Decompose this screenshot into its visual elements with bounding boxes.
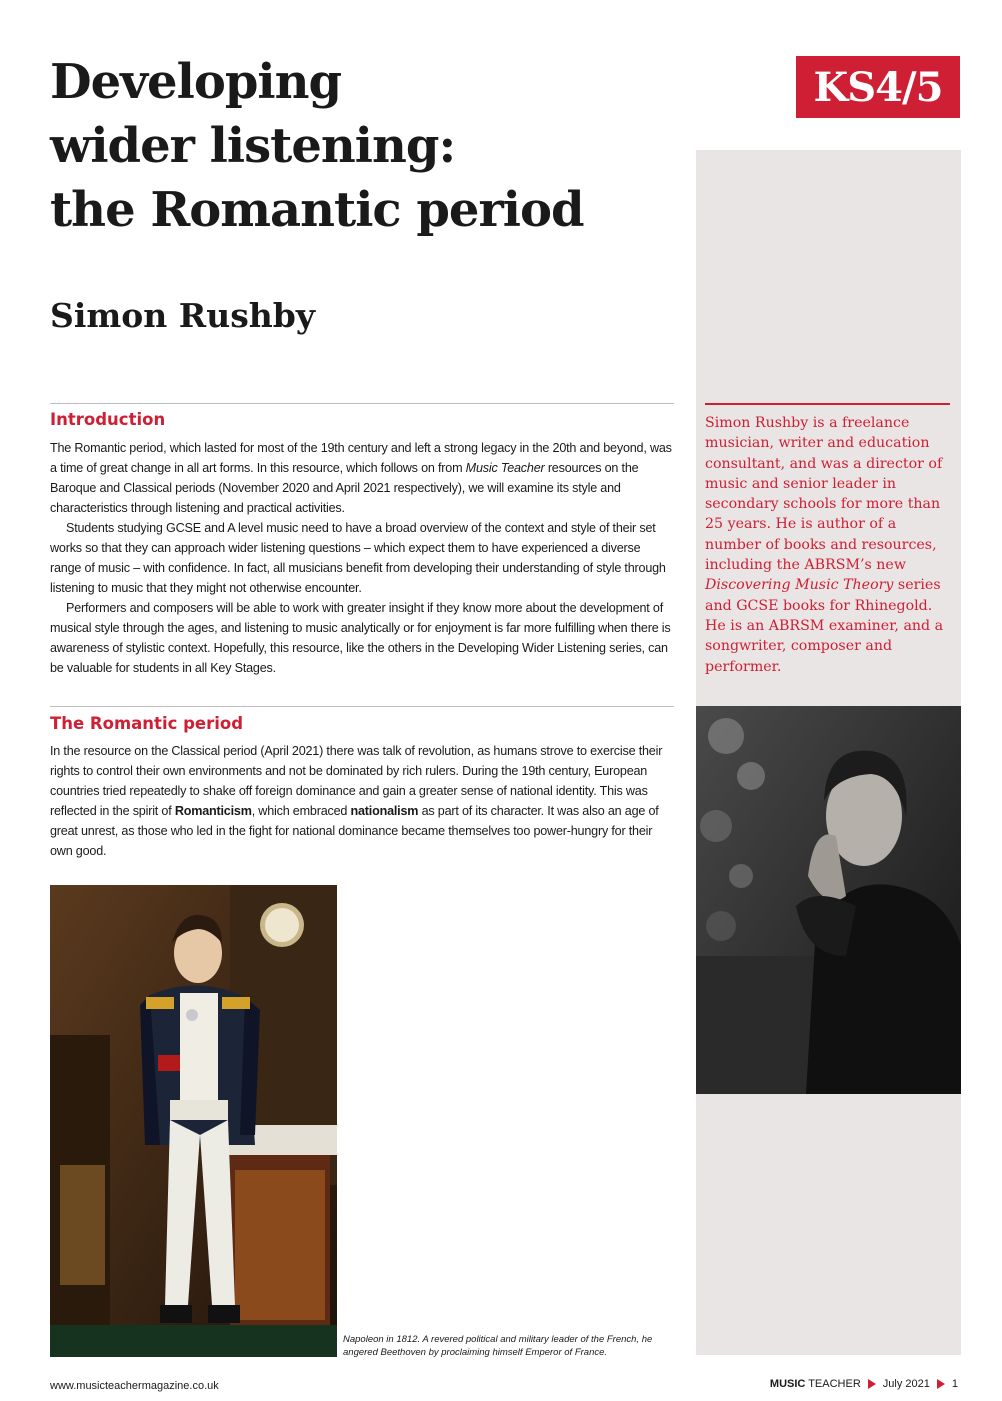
romantic-p1-text-c: as part of its character. It was also an age of great unrest, as those who led in the fight for national dominance became themselves too power-hungry for their own good. <box>50 804 659 858</box>
image-caption: Napoleon in 1812. A revered political and military leader of the French, he angered Beethoven by proclaiming himself Emperor of France. <box>343 1334 653 1358</box>
romantic-body <box>50 741 674 861</box>
intro-p1-text-a: The Romantic period, which lasted for most of the 19th century and left a strong legacy in the 20th and beyond, was a time of great change in all art forms. In this resource, which follows on from <box>50 441 672 475</box>
footer-page-number: 1 <box>951 1378 958 1390</box>
intro-p1-text-b: resources on the Baroque and Classical periods (November 2020 and April 2021 respectively), we will examine its style and characteristics through listening and practical activities. <box>50 461 639 515</box>
title-line-3: the Romantic period <box>50 182 584 238</box>
romantic-p1-bold-1: Romanticism <box>174 804 252 818</box>
intro-paragraph-2: Students studying GCSE and A level music need to have a broad overview of the context and style of their set works so that they can approach wider listening questions – which expect them to have experienced a diverse range of music – with confidence. In fact, all musicians benefit from developing their understanding of style through listening to music that they might not otherwise encounter. <box>50 521 666 595</box>
intro-paragraph-1 <box>50 438 674 518</box>
romantic-paragraph-1 <box>50 741 674 861</box>
bio-text-2: series and GCSE books for Rhinegold. He is an ABRSM examiner, and a songwriter, composer and performer. <box>705 577 944 675</box>
key-stage-badge: KS4/5 <box>796 56 960 118</box>
intro-heading: Introduction <box>50 410 166 429</box>
intro-p1-italic: Music Teacher <box>465 461 545 475</box>
romantic-p1-text-b: , which embraced <box>251 804 351 818</box>
composer-portrait-photo <box>696 706 961 1094</box>
page-title <box>50 50 690 242</box>
romantic-heading: The Romantic period <box>50 714 244 733</box>
footer-issue: July 2021 <box>882 1378 930 1390</box>
triangle-arrow-icon <box>868 1379 876 1389</box>
intro-paragraph-3: Performers and composers will be able to work with greater insight if they know more about the development of musical style through the ages, and listening to music analytically or for enjoyment is far more fulfilling when there is awareness of stylistic context. Hopefully, this resource, like the others in the Developing Wider Listening series, can be valuable for students in all Key Stages. <box>50 601 671 675</box>
footer-brand-rest: TEACHER <box>805 1378 861 1390</box>
author-name: Simon Rushby <box>50 296 316 335</box>
author-bio <box>705 413 955 677</box>
romantic-p1-bold-2: nationalism <box>350 804 419 818</box>
bio-divider <box>705 403 950 405</box>
bio-text-1: Simon Rushby is a freelance musician, writer and education consultant, and was a director of music and senior leader in secondary schools for more than 25 years. He is author of a number of books and resources, including the ABRSM’s new <box>705 415 943 574</box>
footer-brand-bold: MUSIC <box>769 1378 806 1390</box>
footer-publication <box>770 1378 958 1390</box>
romantic-p1-text-a: In the resource on the Classical period (April 2021) there was talk of revolution, as humans strove to exercise their rights to control their own environments and not be dominated by rich rulers. During the 19th century, European countries tried repeatedly to shake off foreign dominance and gain a greater sense of national identity. This was reflected in the spirit of <box>50 744 663 818</box>
romantic-divider <box>50 706 674 707</box>
intro-body <box>50 438 674 678</box>
intro-divider <box>50 403 674 404</box>
title-line-1: Developing <box>50 54 342 110</box>
triangle-arrow-icon <box>937 1379 945 1389</box>
title-line-2: wider listening: <box>50 118 456 174</box>
footer-brand <box>770 1378 861 1390</box>
footer-url[interactable]: www.musicteachermagazine.co.uk <box>50 1380 219 1392</box>
napoleon-painting <box>50 885 337 1357</box>
bio-book-title: Discovering Music Theory <box>705 577 894 594</box>
